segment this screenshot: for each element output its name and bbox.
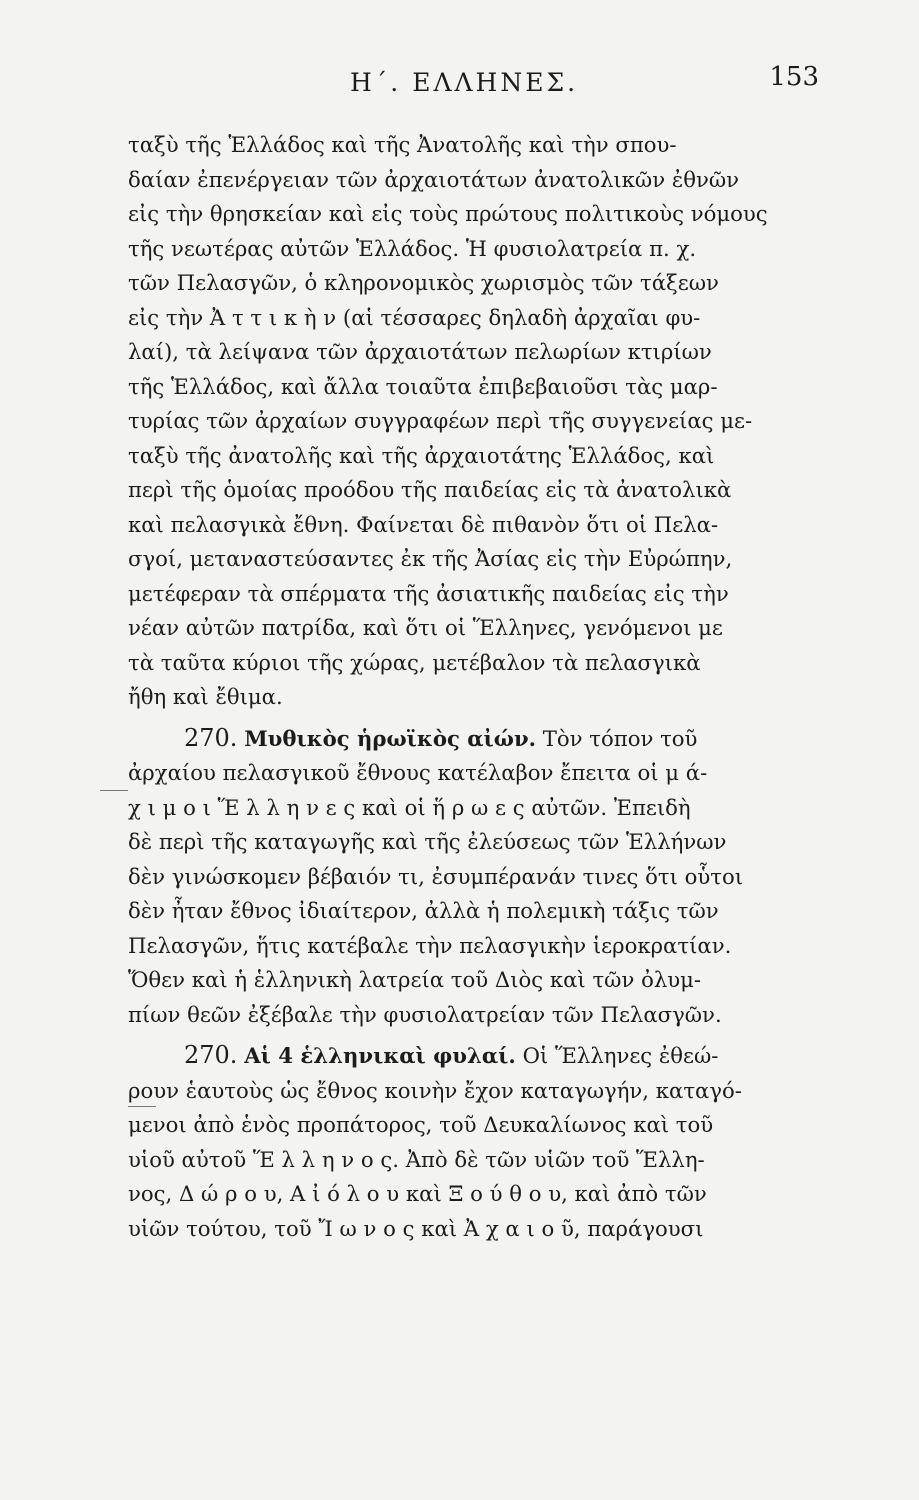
text-line: περὶ τῆς ὁμοίας προόδου τῆς παιδείας εἰς τὰ ἀνατολικὰ: [128, 477, 732, 502]
section-mythical-heroic-age: [128, 721, 823, 1033]
text-line: νέαν αὐτῶν πατρίδα, καὶ ὅτι οἱ Ἕλληνες, γενόμενοι με: [128, 615, 723, 640]
text-line: ταξὺ τῆς ἀνατολῆς καὶ τῆς ἀρχαιοτάτης Ἑλλάδος, καὶ: [128, 442, 715, 468]
text-line: ταξὺ τῆς Ἑλλάδος καὶ τῆς Ἀνατολῆς καὶ τὴν σπου-: [128, 132, 677, 157]
text-line: Πελασγῶν, ἥτις κατέβαλε τὴν πελασγικὴν ἱεροκρατίαν.: [128, 932, 732, 958]
text-line: ρουν ἑαυτοὺς ὡς ἔθνος κοινὴν ἔχον καταγωγήν, καταγό-: [128, 1077, 742, 1103]
text-line: υἱοῦ αὐτοῦ Ἕ λ λ η ν ο ς. Ἀπὸ δὲ τῶν υἱῶν τοῦ Ἕλλη-: [128, 1146, 705, 1172]
section-number: 270.: [184, 1041, 238, 1069]
text-line: ἤθη καὶ ἔθιμα.: [128, 684, 283, 709]
text-line: τῆς νεωτέρας αὐτῶν Ἑλλάδος. Ἡ φυσιολατρεία π. χ.: [128, 235, 697, 261]
text-line: χ ι μ ο ι Ἕ λ λ η ν ε ς καὶ οἱ ἥ ρ ω ε ς αὐτῶν. Ἐπειδὴ: [128, 794, 691, 820]
text-line: σγοί, μεταναστεύσαντες ἐκ τῆς Ἀσίας εἰς τὴν Εὐρώπην,: [128, 546, 733, 571]
text-line: ἀρχαίου πελασγικοῦ ἔθνους κατέλαβον ἔπειτα οἱ μ ά-: [128, 760, 708, 785]
text-line: μετέφεραν τὰ σπέρματα τῆς ἀσιατικῆς παιδείας εἰς τὴν: [128, 580, 729, 606]
text-body: [128, 128, 823, 1246]
text-line: Ὅθεν καὶ ἡ ἑλληνικὴ λατρεία τοῦ Διὸς καὶ τῶν ὀλυμ-: [128, 967, 702, 992]
section-heading-line: [128, 1038, 823, 1074]
section-four-hellenic-tribes: [128, 1038, 823, 1246]
text-line: πίων θεῶν ἐξέβαλε τὴν φυσιολατρείαν τῶν Πελασγῶν.: [128, 1001, 722, 1027]
text-line: καὶ πελασγικὰ ἔθνη. Φαίνεται δὲ πιθανὸν ὅτι οἱ Πελα-: [128, 511, 719, 537]
text-line: τῶν Πελασγῶν, ὁ κληρονομικὸς χωρισμὸς τῶν τάξεων: [128, 270, 719, 295]
text-line: δὲν γινώσκομεν βέβαιόν τι, ἐσυμπέρανάν τινες ὅτι οὗτοι: [128, 863, 744, 889]
page-number: 153: [769, 62, 819, 92]
text-line: τυρίας τῶν ἀρχαίων συγγραφέων περὶ τῆς συγγενείας με-: [128, 408, 753, 433]
text-line: δαίαν ἐπενέργειαν τῶν ἀρχαιοτάτων ἀνατολικῶν ἐθνῶν: [128, 166, 739, 192]
section-title: Μυθικὸς ἡρωϊκὸς αἰών.: [244, 725, 537, 751]
text-line: υἱῶν τούτου, τοῦ Ἴ ω ν ο ς καὶ Ἀ χ α ι ο ῦ, παράγουσι: [128, 1215, 704, 1241]
section-text: Τὸν τόπον τοῦ: [542, 725, 698, 751]
text-line: τῆς Ἑλλάδος, καὶ ἄλλα τοιαῦτα ἐπιβεβαιοῦσι τὰς μαρ-: [128, 373, 718, 399]
section-title: Αἱ 4 ἑλληνικαὶ φυλαί.: [244, 1043, 516, 1068]
text-line: δὲν ἦταν ἔθνος ἰδιαίτερον, ἀλλὰ ἡ πολεμικὴ τάξις τῶν: [128, 898, 719, 923]
text-line: μενοι ἀπὸ ἑνὸς προπάτορος, τοῦ Δευκαλίωνος καὶ τοῦ: [128, 1112, 714, 1137]
text-line: νος, Δ ώ ρ ο υ, Α ἰ ό λ ο υ καὶ Ξ ο ύ θ ο υ, καὶ ἀπὸ τῶν: [128, 1181, 707, 1206]
paragraph: [128, 128, 823, 715]
section-text: Οἱ Ἕλληνες ἐθεώ-: [522, 1043, 719, 1068]
page-header: [130, 60, 819, 100]
text-line: δὲ περὶ τῆς καταγωγῆς καὶ τῆς ἐλεύσεως τῶν Ἑλλήνων: [128, 829, 727, 854]
running-head: Η΄. ΕΛΛΗΝΕΣ.: [350, 68, 579, 97]
margin-mark: [100, 790, 128, 791]
text-line: εἰς τὴν Ἀ τ τ ι κ ὴ ν (αἱ τέσσαρες δηλαδὴ ἀρχαῖαι φυ-: [128, 304, 701, 330]
section-heading-line: [128, 721, 823, 757]
text-line: τὰ ταῦτα κύριοι τῆς χώρας, μετέβαλον τὰ πελασγικὰ: [128, 649, 701, 675]
text-line: λαί), τὰ λείψανα τῶν ἀρχαιοτάτων πελωρίων κτιρίων: [128, 339, 712, 364]
section-number: 270.: [184, 723, 238, 752]
text-line: εἰς τὴν θρησκείαν καὶ εἰς τοὺς πρώτους πολιτικοὺς νόμους: [128, 201, 768, 226]
